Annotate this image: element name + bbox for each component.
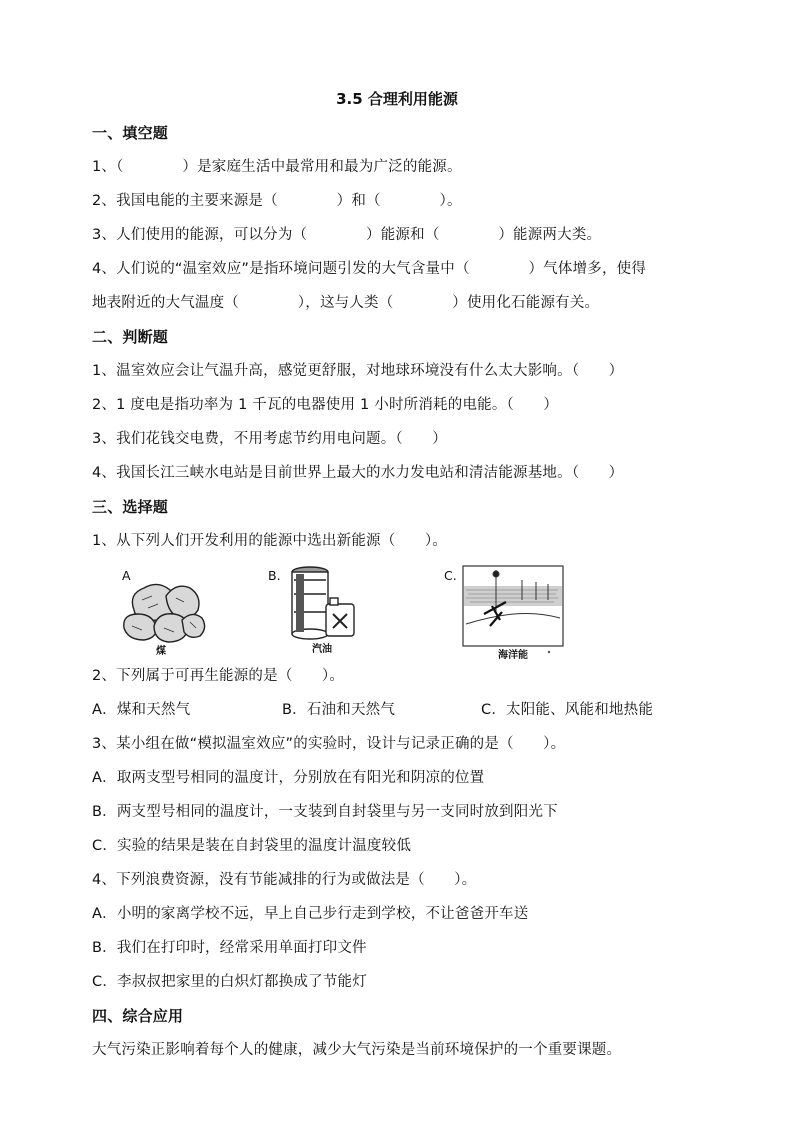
choice-q2-option-a: A．煤和天然气 (92, 702, 191, 718)
figure-b-label: B. (268, 568, 281, 583)
choice-q2-option-b: B．石油和天然气 (282, 702, 396, 718)
choice-q3-option-a: A．取两支型号相同的温度计，分别放在有阳光和阴凉的位置 (92, 770, 485, 786)
gasoline-image (286, 564, 366, 658)
fill-question-2: 2、我国电能的主要来源是（ ）和（ ）。 (92, 193, 462, 209)
section-heading-judge: 二、判断题 (92, 328, 169, 346)
coal-caption: 煤 (156, 646, 166, 657)
section-heading-choice: 三、选择题 (92, 498, 169, 516)
apply-intro: 大气污染正影响着每个人的健康，减少大气污染是当前环境保护的一个重要课题。 (92, 1042, 622, 1058)
gasoline-caption: 汽油 (312, 644, 332, 655)
judge-question-1: 1、温室效应会让气温升高，感觉更舒服，对地球环境没有什么太大影响。（ ） (92, 363, 624, 379)
judge-question-4: 4、我国长江三峡水电站是目前世界上最大的水力发电站和清洁能源基地。（ ） (92, 465, 624, 481)
choice-q3-option-c: C．实验的结果是装在自封袋里的温度计温度较低 (92, 838, 412, 854)
choice-question-4: 4、下列浪费资源，没有节能减排的行为或做法是（ ）。 (92, 872, 477, 888)
fill-question-1: 1、（ ）是家庭生活中最常用和最为广泛的能源。 (92, 159, 462, 175)
judge-question-3: 3、我们花钱交电费，不用考虑节约用电问题。（ ） (92, 431, 447, 447)
fill-question-4-line1: 4、人们说的“温室效应”是指环境问题引发的大气含量中（ ）气体增多，使得 (92, 261, 647, 277)
choice-q3-option-b: B．两支型号相同的温度计，一支装到自封袋里与另一支同时放到阳光下 (92, 804, 558, 820)
figure-a-label: A (122, 568, 131, 583)
choice-question-1: 1、从下列人们开发利用的能源中选出新能源（ ）。 (92, 533, 447, 549)
fill-question-3: 3、人们使用的能源，可以分为（ ）能源和（ ）能源两大类。 (92, 227, 602, 243)
choice-question-2: 2、下列属于可再生能源的是（ ）。 (92, 668, 345, 684)
section-heading-fill: 一、填空题 (92, 124, 169, 142)
page-title: 3.5 合理利用能源 (336, 90, 458, 108)
ocean-energy-image (462, 564, 566, 664)
coal-image (118, 570, 210, 658)
judge-question-2: 2、1 度电是指功率为 1 千瓦的电器使用 1 小时所消耗的电能。（ ） (92, 397, 559, 413)
ocean-energy-caption: 海洋能 (498, 650, 528, 661)
choice-question-3: 3、某小组在做“模拟温室效应”的实验时，设计与记录正确的是（ ）。 (92, 736, 566, 752)
choice-q4-option-b: B．我们在打印时，经常采用单面打印文件 (92, 940, 367, 956)
section-heading-apply: 四、综合应用 (92, 1007, 184, 1025)
choice-q4-option-c: C．李叔叔把家里的白炽灯都换成了节能灯 (92, 974, 367, 990)
choice-q4-option-a: A．小明的家离学校不远，早上自己步行走到学校，不让爸爸开车送 (92, 906, 529, 922)
choice-q2-option-c: C．太阳能、风能和地热能 (481, 702, 654, 718)
fill-question-4-line2: 地表附近的大气温度（ ），这与人类（ ）使用化石能源有关。 (92, 295, 600, 311)
figure-c-label: C. (444, 568, 457, 583)
